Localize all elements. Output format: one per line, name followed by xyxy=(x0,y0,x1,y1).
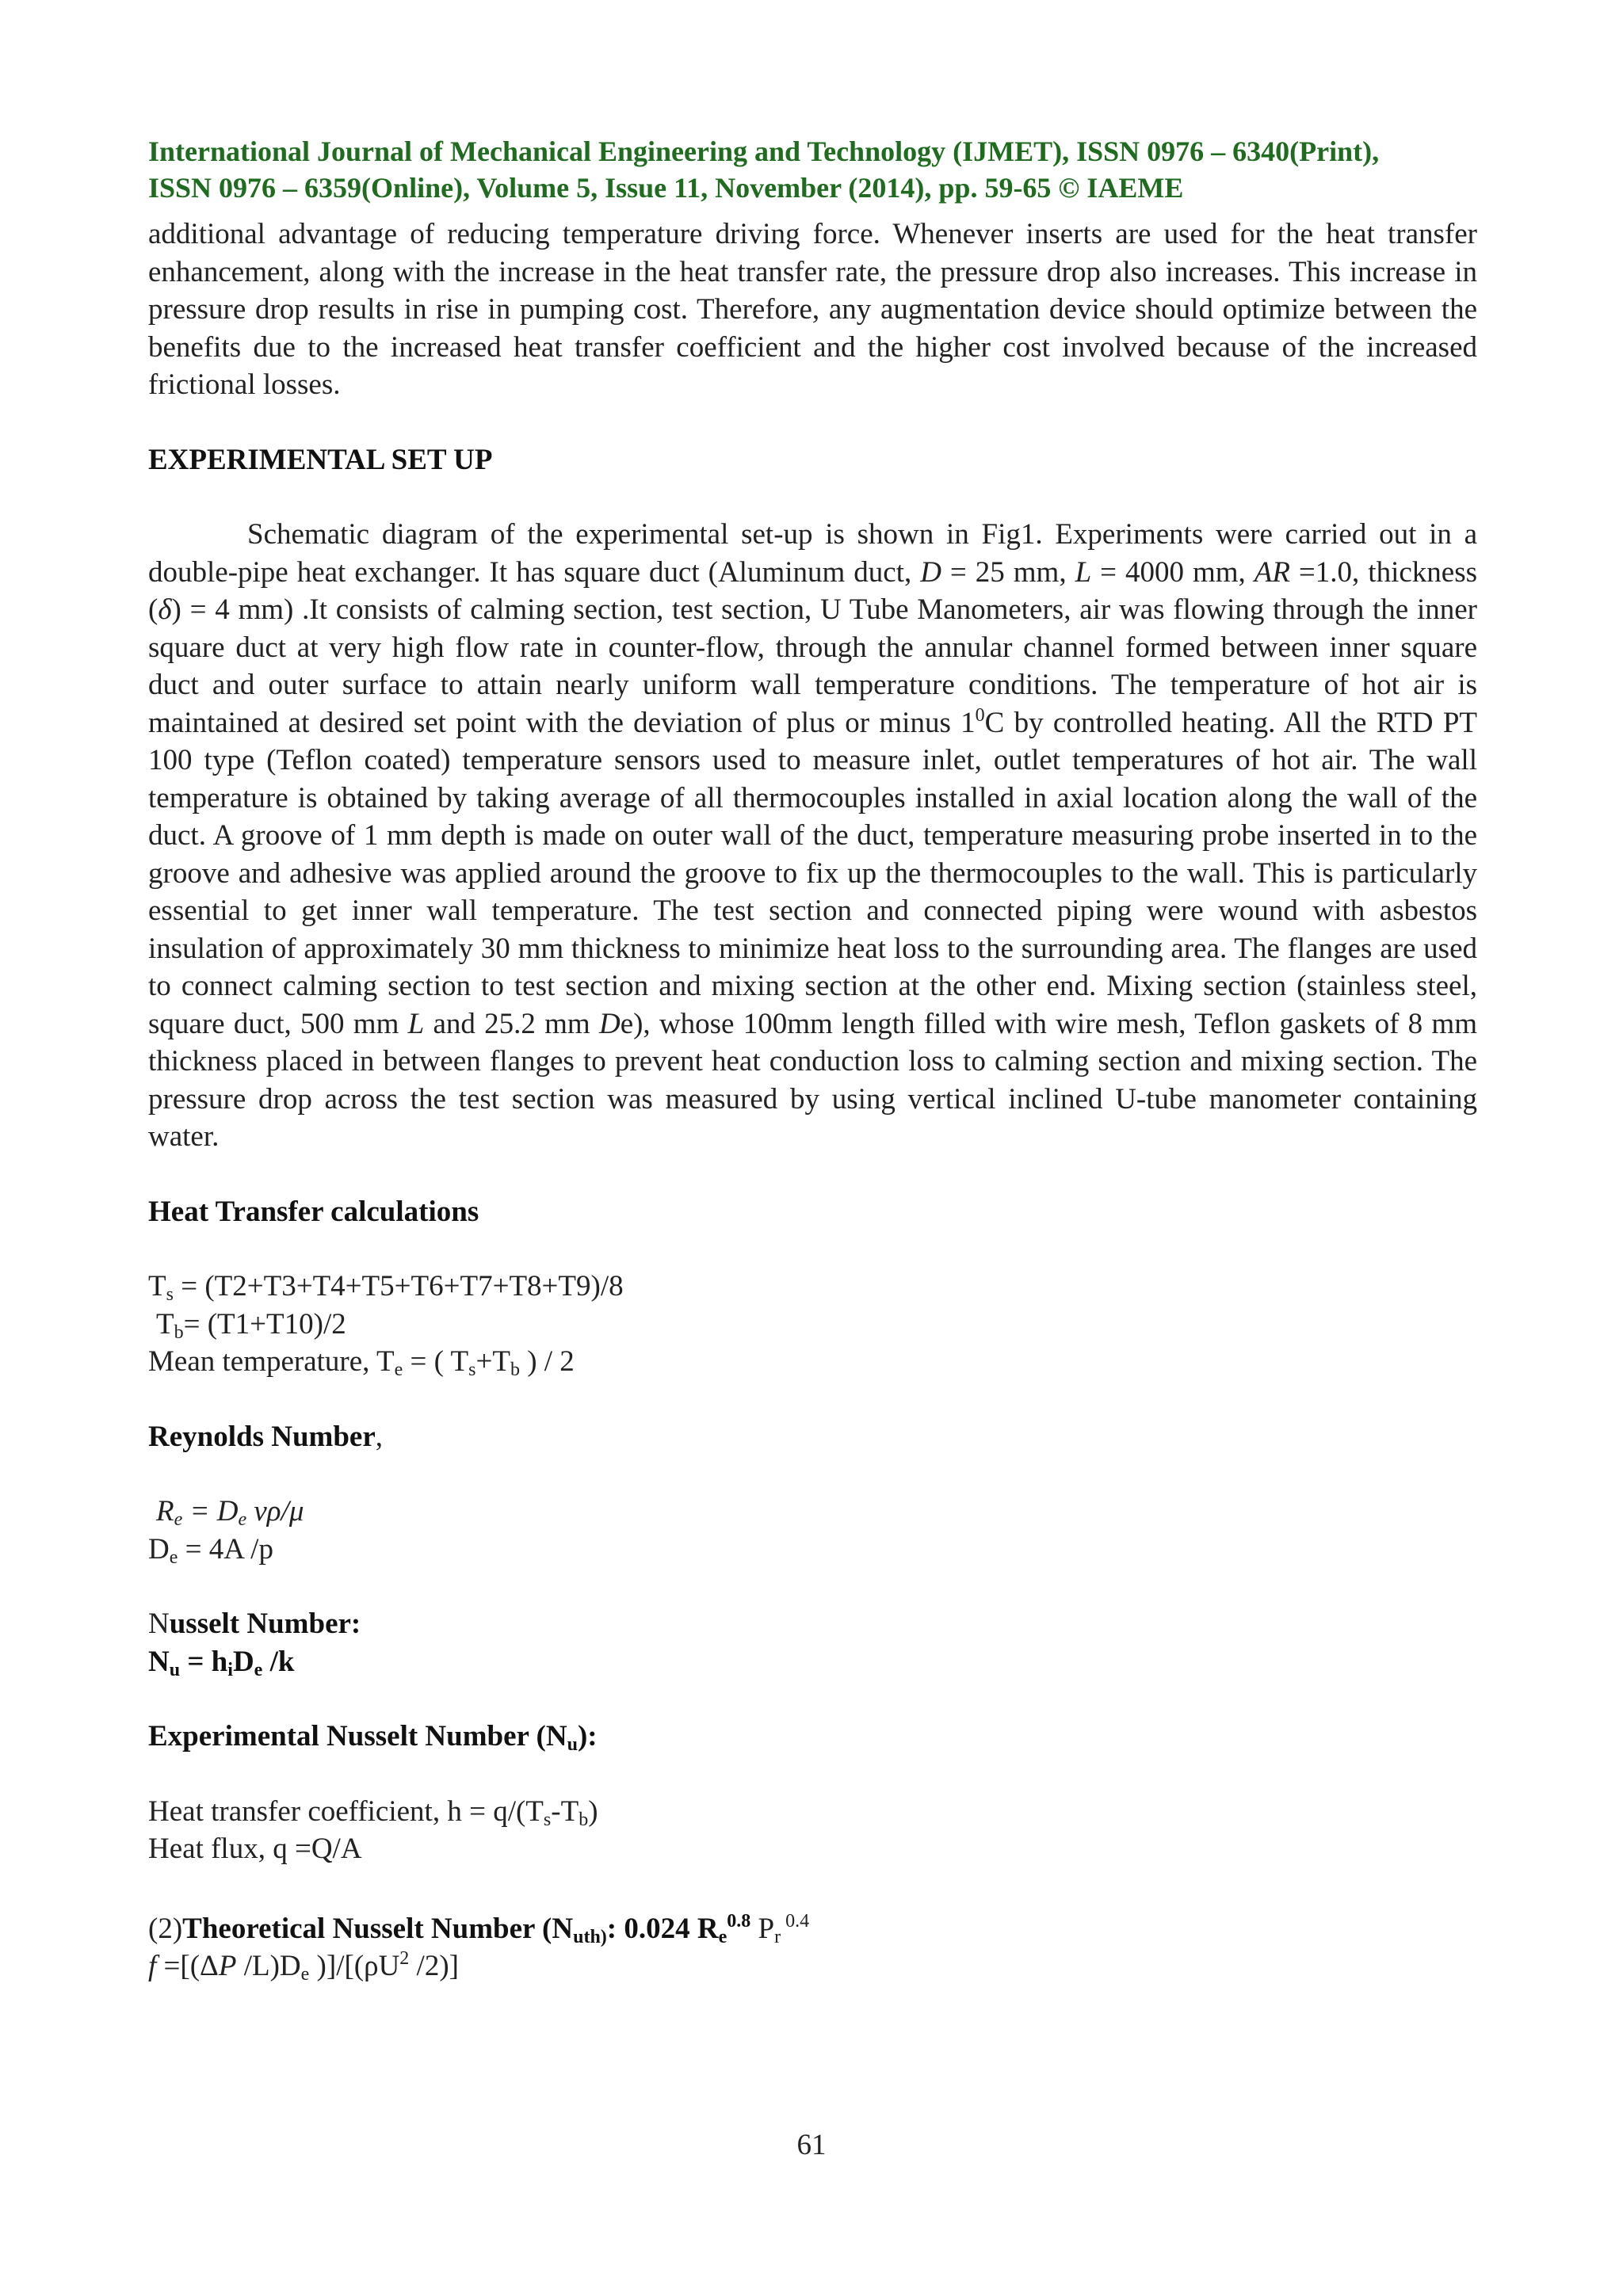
eq-text: T xyxy=(148,1270,166,1302)
eq-text: N xyxy=(148,1645,170,1678)
eq-text: -T xyxy=(551,1794,579,1828)
eq-text: f xyxy=(148,1950,157,1982)
eq-text: P xyxy=(750,1912,775,1945)
symbol-d: D xyxy=(598,1007,621,1040)
eq-superscript: 2 xyxy=(399,1948,410,1969)
equation-heat-transfer-coefficient xyxy=(148,1793,1477,1831)
eq-subscript: e xyxy=(718,1926,727,1947)
eq-text: =[(Δ xyxy=(156,1950,219,1982)
eq-text: = D xyxy=(182,1495,239,1527)
eq-text: R xyxy=(156,1495,174,1527)
eq-text: +T xyxy=(475,1345,510,1378)
eq-subscript: s xyxy=(468,1360,476,1380)
eq-text: = (T1+T10)/2 xyxy=(183,1307,346,1341)
eq-text: T xyxy=(156,1307,174,1341)
section-heading-heat-transfer: Heat Transfer calculations xyxy=(148,1195,479,1228)
eq-subscript: e xyxy=(300,1964,310,1985)
eq-text: = 4A /p xyxy=(178,1532,273,1566)
symbol-l: L xyxy=(407,1007,425,1040)
spacer xyxy=(148,479,1477,516)
heading-text: : 0.024 R xyxy=(606,1912,719,1945)
eq-superscript: 0.8 xyxy=(727,1910,751,1932)
spacer xyxy=(148,1230,1477,1268)
heading-text: Theoretical Nusselt Number (N xyxy=(182,1912,574,1945)
equation-hydraulic-diameter xyxy=(148,1531,1477,1569)
eq-subscript: e xyxy=(394,1360,403,1380)
spacer xyxy=(148,1568,1477,1605)
text-run: and 25.2 mm xyxy=(424,1007,599,1040)
eq-text: ) / 2 xyxy=(519,1345,575,1378)
eq-text: D xyxy=(232,1645,254,1678)
text-run: = 4000 mm, xyxy=(1091,555,1254,589)
eq-subscript: e xyxy=(174,1509,183,1530)
setup-paragraph xyxy=(148,516,1477,1156)
eq-text: )]/[(ρU xyxy=(309,1950,400,1982)
eq-text: ) xyxy=(588,1794,598,1828)
eq-text: /k xyxy=(262,1645,295,1678)
eq-text: /2)] xyxy=(409,1950,459,1982)
eq-subscript: u xyxy=(169,1659,181,1680)
eq-subscript: i xyxy=(227,1659,233,1680)
spacer xyxy=(148,1680,1477,1718)
equation-bulk-temperature xyxy=(148,1306,1477,1344)
spacer xyxy=(148,1156,1477,1193)
equation-heat-flux: Heat flux, q =Q/A xyxy=(148,1833,362,1865)
symbol-delta: δ xyxy=(158,593,172,626)
heading-text: Experimental Nusselt Number (N xyxy=(148,1720,567,1753)
symbol-d: D xyxy=(920,555,941,589)
eq-subscript: e xyxy=(169,1547,178,1568)
eq-text: = (T2+T3+T4+T5+T6+T7+T8+T9)/8 xyxy=(173,1270,624,1302)
text-run: e), whose 100mm length filled with wire mesh, Teflon gaskets of 8 mm thickness placed in between flanges to prevent heat conduction loss to calming section and mixing section. The pressure drop across the test section was measured by using vertical inclined U-tube manometer containing water. xyxy=(148,1007,1477,1153)
spacer xyxy=(148,1381,1477,1418)
heading-text: usselt Number: xyxy=(169,1608,361,1640)
eq-text: D xyxy=(148,1532,170,1566)
spacer xyxy=(148,1756,1477,1793)
eq-subscript: b xyxy=(174,1322,184,1343)
section-heading-nusselt xyxy=(148,1605,1477,1643)
text-run: ) = 4 mm) .It consists of calming section, test section, U Tube Manometers, air was flowing through the inner square duct at very high flow rate in counter-flow, through the annular channel formed between inner square duct and outer surface to attain nearly uniform wall temperature conditions. The temperature of hot air is maintained at desired set point with the deviation of plus or minus 1 xyxy=(148,593,1477,739)
heading-text: Reynolds Number xyxy=(148,1420,376,1453)
text-run: C by controlled heating. All the RTD PT 100 type (Teflon coated) temperature sensors used to measure inlet, outlet temperatures of hot air. The wall temperature is obtained by taking average of all thermocouples installed in axial location along the wall of the duct. A groove of 1 mm depth is made on outer wall of the duct, temperature measuring probe inserted in to the groove and adhesive was applied around the groove to fix up the thermocouples to the wall. This is particularly essential to get inner wall temperature. The test section and connected piping were wound with asbestos insulation of approximately 30 mm thickness to minimize heat loss to the surrounding area. The flanges are used to connect calming section to test section and mixing section at the other end. Mixing section (stainless steel, square duct, 500 mm xyxy=(148,706,1477,1040)
page-body xyxy=(148,133,1477,1985)
eq-subscript: s xyxy=(166,1284,174,1305)
symbol-ar: AR xyxy=(1254,555,1290,589)
eq-text: /L)D xyxy=(236,1950,301,1982)
eq-subscript: u xyxy=(567,1734,578,1755)
spacer xyxy=(148,404,1477,441)
spacer xyxy=(148,1868,1477,1905)
equation-mean-temperature xyxy=(148,1343,1477,1381)
intro-paragraph: additional advantage of reducing temperature driving force. Whenever inserts are used for the heat transfer enhancement, along with the increase in the heat transfer rate, the pressure drop also increases. This increase in pressure drop results in rise in pumping cost. Therefore, any augmentation device should optimize between the benefits due to the increased heat transfer coefficient and the higher cost involved because of the increased frictional losses. xyxy=(148,218,1477,401)
heading-text: N xyxy=(148,1608,170,1640)
eq-subscript: r xyxy=(774,1926,781,1947)
eq-text: vρ/μ xyxy=(246,1495,304,1527)
section-heading-experimental-nusselt xyxy=(148,1718,1477,1756)
equation-surface-temperature xyxy=(148,1268,1477,1306)
text-run: = 25 mm, xyxy=(941,555,1075,589)
eq-subscript: uth) xyxy=(573,1926,607,1947)
heading-punct: , xyxy=(375,1420,384,1453)
journal-header xyxy=(148,133,1477,206)
section-heading-experimental-setup: EXPERIMENTAL SET UP xyxy=(148,443,493,476)
eq-text: P xyxy=(218,1950,237,1982)
equation-theoretical-nusselt xyxy=(148,1910,1477,1948)
eq-text: Heat transfer coefficient, h = q/(T xyxy=(148,1794,544,1828)
eq-text: = h xyxy=(180,1645,228,1678)
eq-subscript: e xyxy=(254,1659,263,1680)
eq-subscript: e xyxy=(238,1509,247,1530)
text-run: =1.0, thickness ( xyxy=(148,555,1477,626)
eq-text: = ( T xyxy=(403,1345,469,1378)
equation-friction-factor xyxy=(148,1947,1477,1985)
journal-header-line-1: International Journal of Mechanical Engineering and Technology (IJMET), ISSN 0976 – 6340(Print), xyxy=(148,135,1380,167)
heading-text: ): xyxy=(577,1720,598,1753)
eq-subscript: b xyxy=(579,1809,589,1830)
journal-header-line-2: ISSN 0976 – 6359(Online), Volume 5, Issue 11, November (2014), pp. 59-65 © IAEME xyxy=(148,172,1184,204)
text-run: Schematic diagram of the experimental set-up is shown in Fig1. Experiments were carried out in a double-pipe heat exchanger. It has square duct (Aluminum duct, xyxy=(148,518,1477,589)
equation-nusselt xyxy=(148,1643,1477,1681)
eq-text: (2) xyxy=(148,1912,183,1945)
degree-superscript: 0 xyxy=(975,704,985,726)
eq-superscript: 0.4 xyxy=(781,1910,810,1932)
symbol-l: L xyxy=(1075,555,1092,589)
eq-subscript: s xyxy=(543,1809,552,1830)
page-number: 61 xyxy=(796,2129,827,2161)
equation-reynolds xyxy=(148,1493,1477,1531)
eq-subscript: b xyxy=(510,1360,520,1380)
spacer xyxy=(148,1455,1477,1493)
section-heading-reynolds xyxy=(148,1418,1477,1456)
eq-text: Mean temperature, T xyxy=(148,1345,395,1378)
